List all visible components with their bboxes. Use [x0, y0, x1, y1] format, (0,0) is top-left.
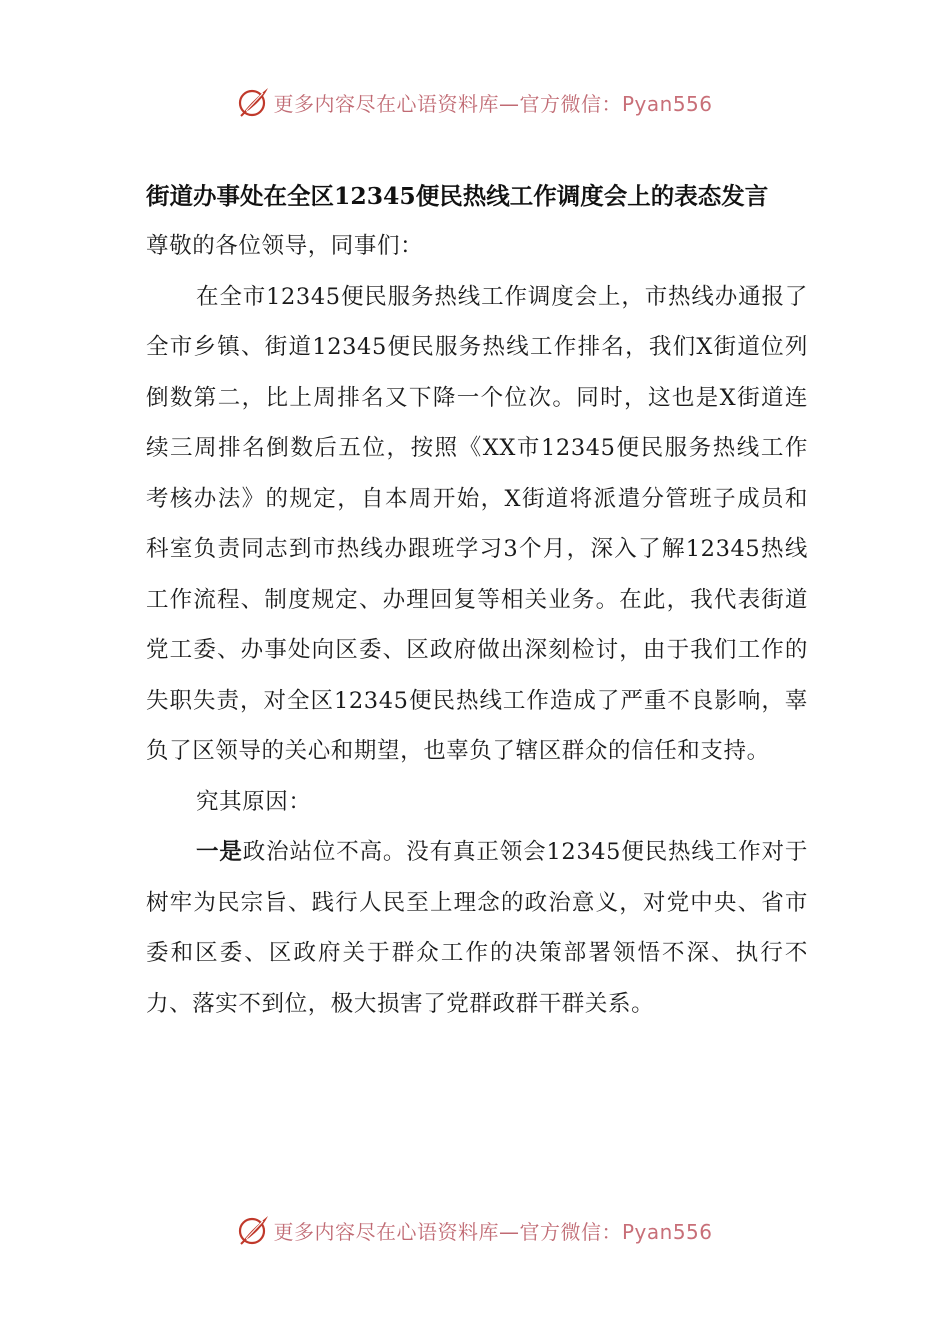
paragraph-1: 在全市12345便民服务热线工作调度会上，市热线办通报了全市乡镇、街道12345便民服务热线工作排名，我们X街道位列倒数第二，比上周排名又下降一个位次。同时，这也是X街道连续三周排名倒数后五位，按照《XX市12345便民服务热线工作考核办法》的规定，自本周开始，X街道将派遣分管班子成员和科室负责同志到市热线办跟班学习3个月，深入了解12345热线工作流程、制度规定、办理回复等相关业务。在此，我代表街道党工委、办事处向区委、区政府做出深刻检讨，由于我们工作的失职失责，对全区12345便民热线工作造成了严重不良影响，辜负了区领导的关心和期望，也辜负了辖区群众的信任和支持。 — [146, 283, 808, 764]
header-banner — [0, 82, 950, 122]
header-banner-text: 更多内容尽在心语资料库—官方微信：Pyan556 — [273, 91, 713, 116]
salutation: 尊敬的各位领导，同事们： — [146, 233, 424, 259]
footer-banner-text: 更多内容尽在心语资料库—官方微信：Pyan556 — [273, 1219, 713, 1244]
document-body — [146, 221, 808, 1029]
header-wechat-id: Pyan556 — [621, 91, 713, 116]
paragraph-2: 究其原因： — [196, 788, 312, 815]
quill-pen-circle-icon — [237, 85, 271, 119]
paragraph-3 — [146, 827, 808, 1029]
footer-banner — [0, 1210, 950, 1250]
footer-wechat-id: Pyan556 — [621, 1219, 713, 1244]
document-title: 街道办事处在全区12345便民热线工作调度会上的表态发言 — [146, 182, 769, 210]
quill-pen-circle-icon — [237, 1213, 271, 1247]
paragraph-3-lead: 一是 — [196, 839, 243, 865]
paragraph-3-body: 政治站位不高。没有真正领会12345便民热线工作对于树牢为民宗旨、践行人民至上理念的政治意义，对党中央、省市委和区委、区政府关于群众工作的决策部署领悟不深、执行不力、落实不到位，极大损害了党群政群干群关系。 — [146, 839, 808, 1017]
